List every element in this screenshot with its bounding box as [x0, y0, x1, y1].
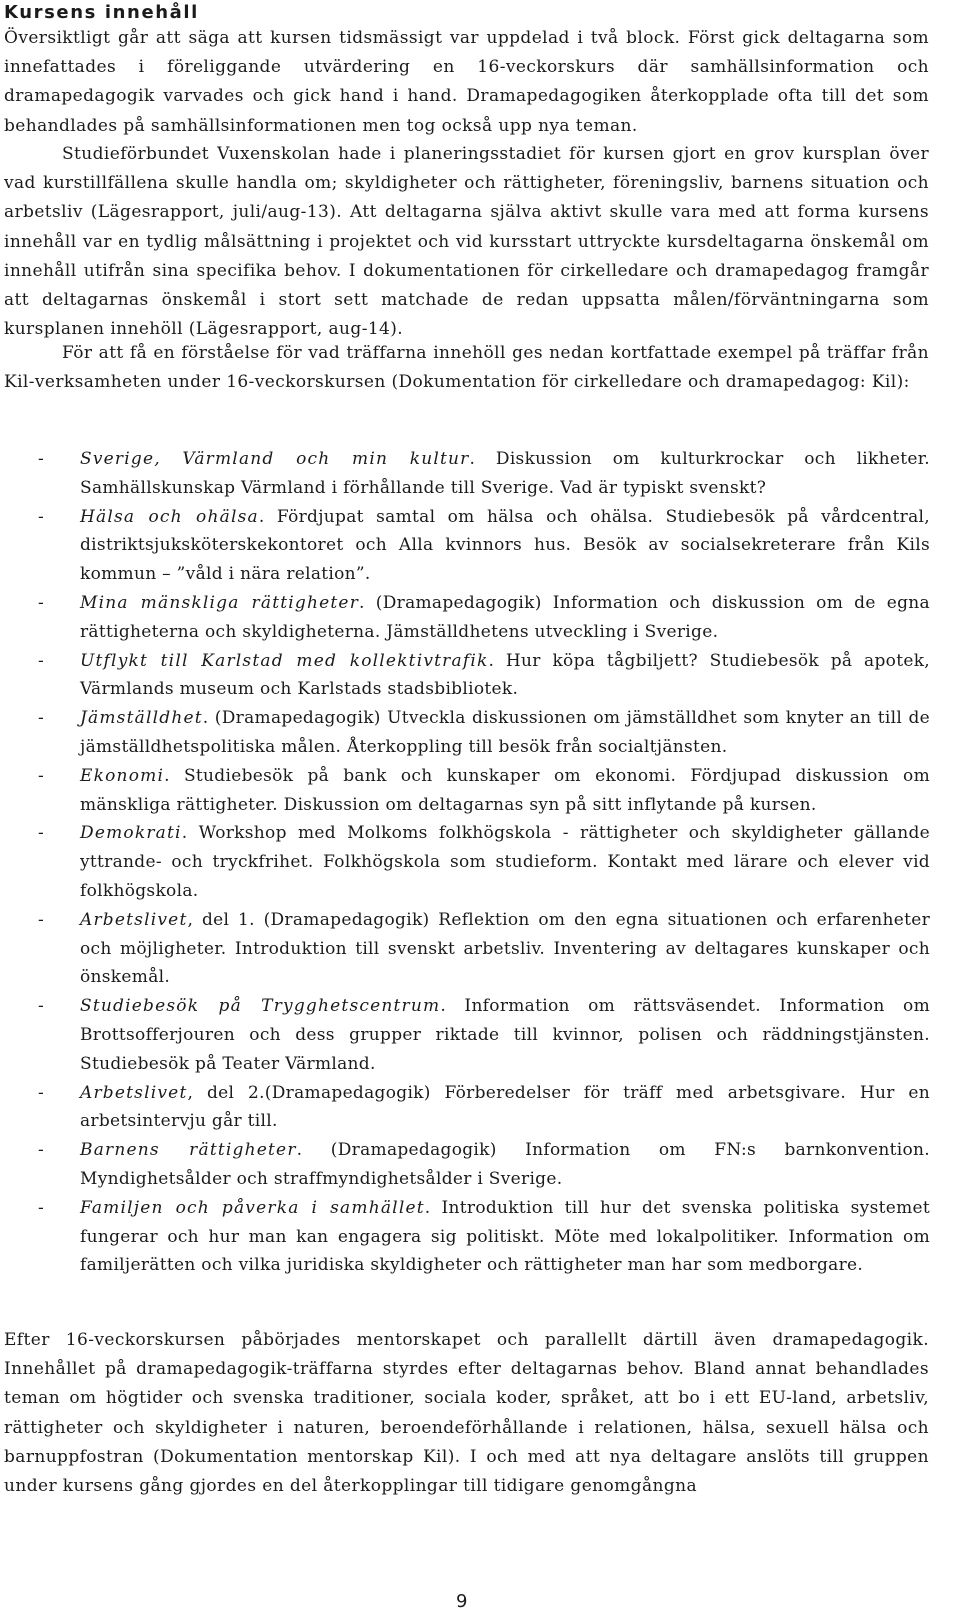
list-item [0, 1194, 930, 1280]
after-course-paragraph: Efter 16-veckorskursen påbörjades mentorskapet och parallellt därtill även dramapedagogik. Innehållet på dramapedagogik-träffarna styrdes efter deltagarnas behov. Bland annat behandlades teman om högtider och svenska traditioner, sociala koder, språket, att bo i ett EU-land, arbetsliv, rättigheter och skyldigheter i naturen, beroendeförhållande i relationen, hälsa, sexuell hälsa och barnuppfostran (Dokumentation mentorskap Kil). I och med att nya deltagare anslöts till gruppen under kursens gång gjordes en del återkopplingar till tidigare genomgångna [4, 1330, 929, 1497]
list-item-text: , del 2.(Dramapedagogik) Förberedelser för träff med arbetsgivare. Hur en arbetsintervju går till. [80, 1082, 930, 1132]
list-item-topic: Utflykt till Karlstad med kollektivtrafik [80, 650, 489, 671]
list-dash: - [38, 1197, 45, 1218]
list-item-topic: Barnens rättigheter [80, 1140, 297, 1161]
list-item-text: . (Dramapedagogik) Information om FN:s barnkonvention. Myndighetsålder och straffmyndighetsålder i Sverige. [80, 1140, 930, 1189]
list-item [0, 992, 930, 1078]
list-item [0, 819, 930, 905]
list-item-topic: Arbetslivet [80, 1082, 188, 1103]
list-dash: - [38, 449, 45, 469]
list-dash: - [38, 909, 45, 930]
list-dash: - [38, 996, 45, 1017]
list-item-topic: Mina mänskliga rättigheter [80, 592, 360, 613]
list-item-text: . Fördjupat samtal om hälsa och ohälsa. Studiebesök på vårdcentral, distriktsjuksköterskekontoret och Alla kvinnors hus. Besök av socialsekreterare från Kils kommun – ”våld i nära relation”. [80, 506, 930, 585]
list-item-text: . Studiebesök på bank och kunskaper om ekonomi. Fördjupad diskussion om mänskliga rättigheter. Diskussion om deltagarnas syn på sitt inflytande på kursen. [80, 765, 930, 815]
list-item-text: . Diskussion om kulturkrockar och likheter. Samhällskunskap Värmland i förhållande till Sverige. Vad är typiskt svenskt? [80, 449, 931, 498]
list-item [0, 762, 930, 820]
list-item-topic: Arbetslivet [80, 909, 188, 930]
list-item-topic: Hälsa och ohälsa [80, 506, 259, 527]
meeting-examples-list [0, 445, 930, 1280]
planning-paragraph: Studieförbundet Vuxenskolan hade i planeringsstadiet för kursen gjort en grov kursplan över vad kurstillfällena skulle handla om; skyldigheter och rättigheter, föreningsliv, barnens situation och arbetsliv (Lägesrapport, juli/aug-13). Att deltagarna själva aktivt skulle vara med att forma kursens innehåll var en tydlig målsättning i projektet och vid kursstart uttryckte kursdeltagarna önskemål om innehåll utifrån sina specifika behov. I dokumentationen för cirkelledare och dramapedagog framgår att deltagarnas önskemål i stort sett matchade de redan uppsatta målen/förväntningarna som kursplanen innehöll (Lägesrapport, aug-14). [4, 144, 929, 340]
page-number: 9 [456, 1591, 468, 1612]
list-item [0, 704, 930, 762]
list-item-topic: Familjen och påverka i samhället [80, 1197, 425, 1218]
list-dash: - [38, 708, 45, 729]
list-item-text: , del 1. (Dramapedagogik) Reflektion om den egna situationen och erfarenheter och möjligheter. Introduktion till svenskt arbetsliv. Inventering av deltagares kunskaper och önskemål. [80, 909, 930, 988]
list-item [0, 1079, 930, 1137]
section-heading: Kursens innehåll [4, 2, 199, 23]
list-item-text: . Hur köpa tågbiljett? Studiebesök på apotek, Värmlands museum och Karlstads stadsbibliotek. [80, 650, 930, 700]
list-item-text: . Workshop med Molkoms folkhögskola - rättigheter och skyldigheter gällande yttrande- och tryckfrihet. Folkhögskola som studieform. Kontakt med lärare och elever vid folkhögskola. [80, 823, 930, 901]
list-item [0, 647, 930, 705]
list-dash: - [38, 765, 45, 786]
list-item [0, 503, 930, 589]
list-dash: - [38, 592, 45, 613]
list-item [0, 445, 930, 503]
list-item [0, 589, 930, 647]
list-dash: - [38, 1140, 45, 1161]
examples-intro-paragraph: För att få en förståelse för vad träffarna innehöll ges nedan kortfattade exempel på träffar från Kil-verksamheten under 16-veckorskursen (Dokumentation för cirkelledare och dramapedagog: Kil): [4, 343, 929, 393]
list-dash: - [38, 506, 45, 527]
list-item [0, 906, 930, 992]
list-dash: - [38, 1082, 45, 1103]
list-item [0, 1136, 930, 1194]
list-dash: - [38, 823, 45, 844]
list-item-topic: Studiebesök på Trygghetscentrum [80, 996, 441, 1017]
overview-paragraph: Översiktligt går att säga att kursen tidsmässigt var uppdelad i två block. Först gick deltagarna som innefattades i föreliggande utvärdering en 16-veckorskurs där samhällsinformation och dramapedagogik varvades och gick hand i hand. Dramapedagogiken återkopplade ofta till det som behandlades på samhällsinformationen men tog också upp nya teman. [4, 28, 929, 136]
list-dash: - [38, 650, 45, 671]
list-item-topic: Ekonomi [80, 765, 165, 786]
list-item-text: . Introduktion till hur det svenska politiska systemet fungerar och hur man kan engagera sig politiskt. Möte med lokalpolitiker. Information om familjerätten och vilka juridiska skyldigheter och rättigheter man har som medborgare. [80, 1197, 930, 1276]
list-item-topic: Jämställdhet [80, 708, 203, 729]
list-item-topic: Demokrati [80, 823, 182, 844]
list-item-topic: Sverige, Värmland och min kultur [80, 449, 470, 469]
list-item-text: . Information om rättsväsendet. Information om Brottsofferjouren och dess grupper riktade till kvinnor, polisen och räddningstjänsten. Studiebesök på Teater Värmland. [80, 996, 930, 1074]
list-item-text: . (Dramapedagogik) Utveckla diskussionen om jämställdhet som knyter an till de jämställdhetspolitiska målen. Återkoppling till besök från socialtjänsten. [80, 708, 930, 757]
list-item-text: . (Dramapedagogik) Information och diskussion om de egna rättigheterna och skyldigheterna. Jämställdhetens utveckling i Sverige. [80, 592, 930, 642]
